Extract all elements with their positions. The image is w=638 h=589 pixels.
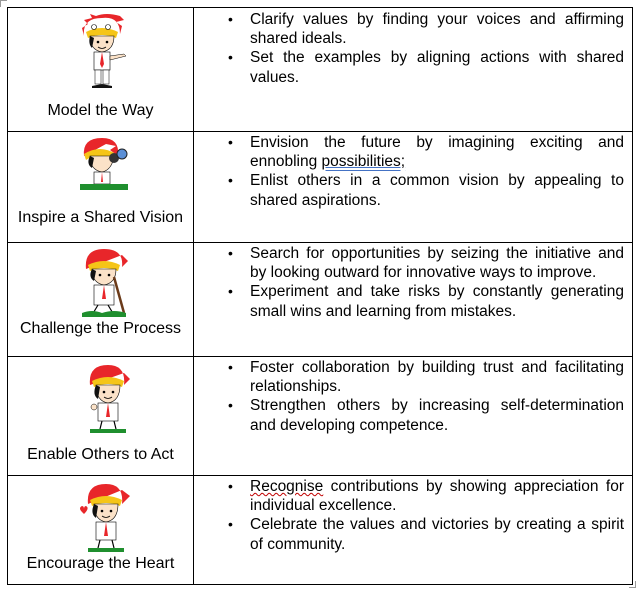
list-item — [194, 171, 632, 209]
commitments-list — [194, 10, 632, 87]
practice-cell — [8, 8, 194, 132]
practice-cell — [8, 476, 194, 585]
commitments-cell — [194, 132, 633, 243]
practice-label: Model the Way — [47, 102, 154, 119]
bullet-icon: • — [228, 516, 233, 533]
commitments-list — [194, 133, 632, 210]
practice-cell — [8, 132, 194, 243]
bullet-icon: • — [228, 11, 233, 27]
commitments-cell — [194, 357, 633, 476]
commitments-list — [194, 477, 632, 554]
commitment-text: Set the examples by aligning actions with shared values. — [250, 49, 624, 86]
commitment-text: Recognise contributions by showing appreciation for individual excellence. — [250, 478, 624, 515]
list-item — [194, 396, 632, 434]
commitments-list — [194, 358, 632, 435]
table-row — [8, 357, 633, 476]
practice-cell — [8, 243, 194, 357]
table-row — [8, 243, 633, 357]
list-item — [194, 358, 632, 396]
commitment-text: Celebrate the values and victories by creating a spirit of community. — [250, 516, 624, 553]
commitment-text: Search for opportunities by seizing the initiative and by looking outward for innovative ways to improve. — [250, 245, 624, 282]
commitment-text: Experiment and take risks by constantly generating small wins and learning from mistakes. — [250, 283, 624, 320]
bullet-icon: • — [228, 172, 233, 189]
bullet-icon: • — [228, 245, 233, 261]
commitments-list — [194, 244, 632, 321]
list-item — [194, 48, 632, 86]
list-item — [194, 10, 632, 48]
list-item — [194, 477, 632, 515]
proofing-underline: possibilities; — [321, 153, 406, 171]
bullet-icon: • — [228, 49, 233, 66]
practice-label: Challenge the Process — [20, 320, 181, 337]
proofing-underline: Recognise — [250, 478, 324, 495]
mascot-heart-icon — [74, 482, 134, 554]
practice-cell — [8, 357, 194, 476]
bullet-icon: • — [228, 478, 233, 494]
bullet-icon: • — [228, 134, 233, 150]
commitment-text: Clarify values by finding your voices and affirming shared ideals. — [250, 11, 624, 48]
list-item — [194, 244, 632, 282]
page-corner-mark — [629, 581, 636, 588]
practice-label: Encourage the Heart — [26, 555, 175, 572]
table-row — [8, 132, 633, 243]
commitments-cell — [194, 243, 633, 357]
mascot-binoculars-icon — [76, 136, 132, 196]
commitments-cell — [194, 8, 633, 132]
page-corner-mark — [0, 0, 7, 7]
table-row — [8, 476, 633, 585]
table-row — [8, 8, 633, 132]
commitment-text: Foster collaboration by building trust and facilitating relationships. — [250, 359, 624, 396]
commitments-cell — [194, 476, 633, 585]
bullet-icon: • — [228, 283, 233, 300]
mascot-thumbs-up-icon — [82, 363, 132, 435]
leadership-practices-table — [7, 7, 633, 585]
bullet-icon: • — [228, 359, 233, 375]
commitment-text: Strengthen others by increasing self-determination and developing competence. — [250, 397, 624, 434]
practice-label: Inspire a Shared Vision — [17, 209, 184, 226]
list-item — [194, 515, 632, 553]
mascot-pointing-icon — [76, 14, 128, 92]
mascot-climbing-icon — [78, 247, 132, 319]
commitment-text: Enlist others in a common vision by appealing to shared aspirations. — [250, 172, 624, 209]
list-item — [194, 282, 632, 320]
practice-label: Enable Others to Act — [27, 446, 174, 463]
bullet-icon: • — [228, 397, 233, 414]
commitment-text: Envision the future by imagining exciting and ennobling possibilities; — [250, 134, 624, 171]
list-item — [194, 133, 632, 171]
